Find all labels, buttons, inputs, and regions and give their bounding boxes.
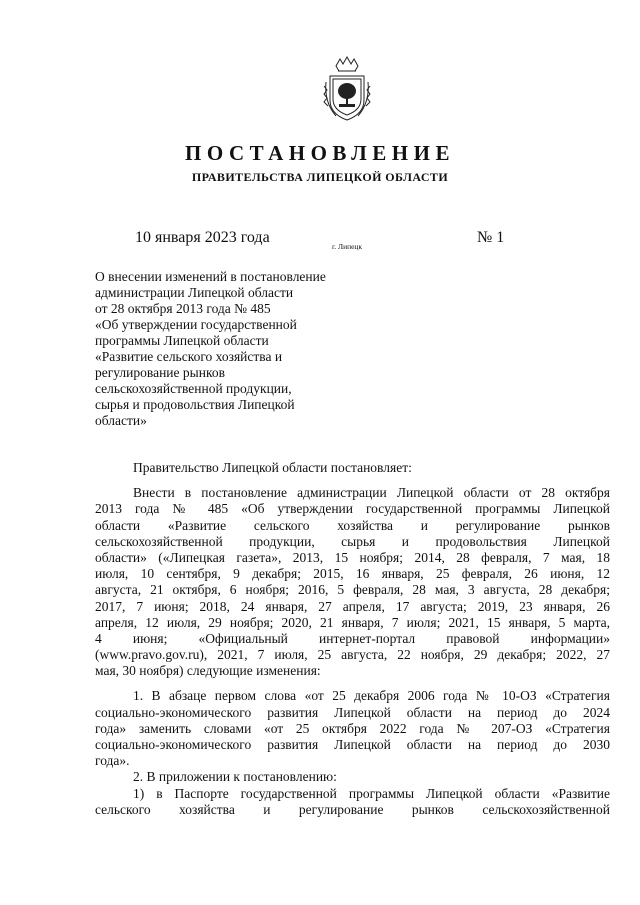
- subject-line: администрации Липецкой области: [95, 285, 294, 300]
- para1-line: 2013 года № 485 «Об утверждении государственной программы Липецкой: [95, 501, 610, 517]
- document-body: [95, 460, 610, 818]
- item1-line: социально-экономического развития Липецкой области на период до 2030: [95, 737, 610, 752]
- subject-line: О внесении изменений в постановление: [95, 269, 326, 284]
- subject-line: сырья и продовольствия Липецкой: [95, 397, 295, 412]
- document-city: г. Липецк: [332, 242, 363, 251]
- item1-line: социально-экономического развития Липецкой области на период до 2024: [95, 704, 610, 720]
- para1-line: мая, 30 ноября) следующие изменения:: [95, 663, 321, 679]
- para1-line: 4 июня; «Официальный интернет-портал правовой информации»: [95, 630, 610, 646]
- subject-line: регулирование рынков: [95, 365, 225, 380]
- subject-line: от 28 октября 2013 года № 485: [95, 301, 271, 316]
- para1-line: июля, 10 сентября, 9 декабря; 2015, 16 января, 25 февраля, 26 июня, 12: [95, 566, 610, 582]
- para1-line: 2017, 7 июня; 2018, 24 января, 27 апреля, 17 августа; 2019, 23 января, 26: [95, 598, 610, 614]
- para1-line: апреля, 12 июля, 29 ноября; 2020, 21 января, 7 июля; 2021, 15 января, 5 марта,: [95, 614, 610, 630]
- item2-1-line: сельского хозяйства и регулирование рынков сельскохозяйственной: [95, 801, 610, 817]
- subject-line: сельскохозяйственной продукции,: [95, 381, 292, 396]
- para1-line: августа, 21 октября, 6 ноября; 2016, 5 февраля, 28 мая, 3 августа, 28 декабря;: [95, 582, 610, 598]
- subject-line: «Об утверждении государственной: [95, 317, 297, 332]
- subject-block: [95, 269, 375, 429]
- coat-of-arms-emblem: [322, 56, 372, 122]
- item2-line: 2. В приложении к постановлению:: [133, 769, 337, 785]
- subject-line: программы Липецкой области: [95, 333, 269, 348]
- para1-line: (www.pravo.gov.ru), 2021, 7 июля, 25 августа, 22 ноября, 29 декабря; 2022, 27: [95, 647, 610, 663]
- document-date: 10 января 2023 года: [135, 229, 270, 246]
- subject-line: «Развитие сельского хозяйства и: [95, 349, 283, 364]
- para1-line: сельскохозяйственной продукции, сырья и продовольствия Липецкой: [95, 533, 610, 549]
- para1-line: области» («Липецкая газета», 2013, 15 ноября; 2014, 28 февраля, 7 мая, 18: [95, 549, 610, 565]
- item1-line: года» заменить словами «от 25 октября 2022 года № 207-ОЗ «Стратегия: [95, 720, 610, 736]
- preamble: Правительство Липецкой области постановляет:: [133, 460, 412, 475]
- document-subtitle: ПРАВИТЕЛЬСТВА ЛИПЕЦКОЙ ОБЛАСТИ: [191, 170, 449, 184]
- item1-line: года».: [95, 753, 130, 769]
- para1-line: Внести в постановление администрации Липецкой области от 28 октября: [133, 485, 610, 501]
- para1-line: области «Развитие сельского хозяйства и регулирование рынков: [95, 517, 610, 533]
- document-title: ПОСТАНОВЛЕНИЕ: [185, 141, 455, 165]
- item2-1-line: 1) в Паспорте государственной программы Липецкой области «Развитие: [133, 785, 610, 801]
- subject-line: области»: [95, 413, 147, 428]
- item1-line: 1. В абзаце первом слова «от 25 декабря 2006 года № 10-ОЗ «Стратегия: [133, 688, 610, 704]
- document-number: № 1: [477, 229, 505, 246]
